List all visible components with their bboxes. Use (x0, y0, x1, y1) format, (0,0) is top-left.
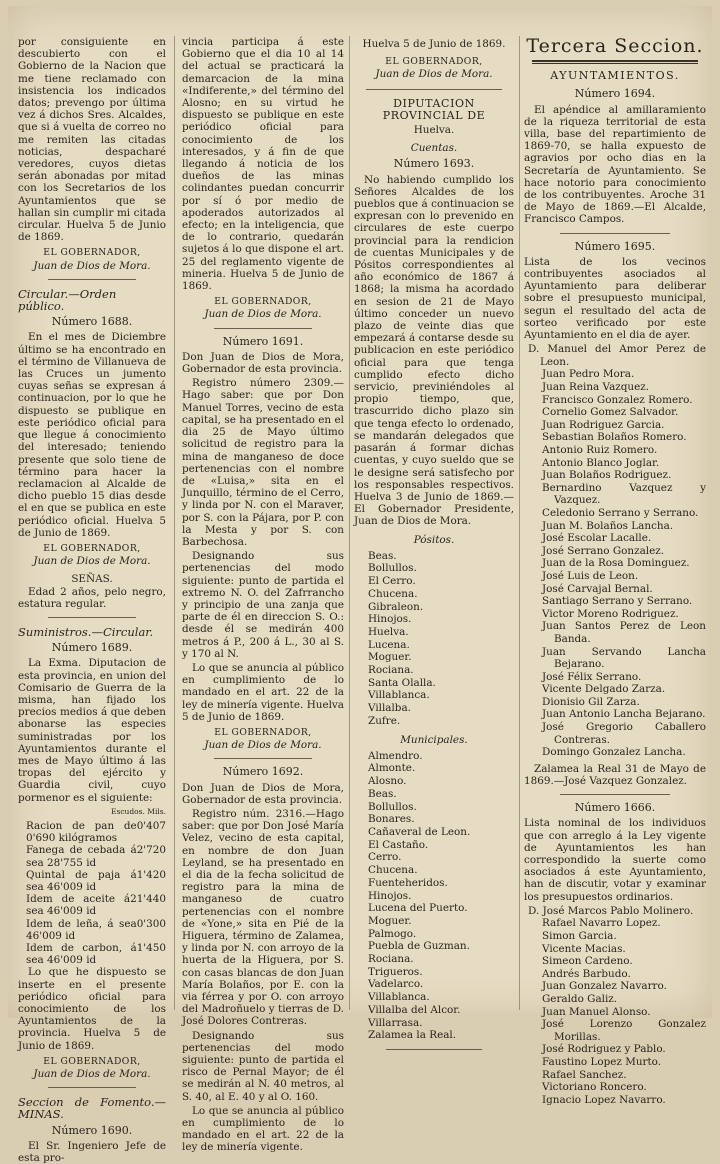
section-rule (560, 233, 669, 234)
signature-name: Juan de Dios de Mora. (33, 555, 151, 568)
list-item: Cornelio Gomez Salvador. (542, 406, 679, 419)
list-item: José Rodriguez y Pablo. (542, 1043, 666, 1056)
section-rule (48, 617, 137, 618)
paragraph: Don Juan de Dios de Mora, Gobernador de esta provincia. (182, 781, 344, 806)
list-item: El Cerro. (368, 575, 416, 588)
list-item: Hinojos. (368, 889, 412, 902)
ledger-row: Fanega de cebada á sea 28'755 id 2'720 (26, 844, 166, 869)
ledger-row: Racion de pan de 0'690 kilógramos 0'407 (26, 819, 166, 845)
ledger-row: Idem de aceite á sea 46'009 id 21'440 (26, 893, 166, 918)
column-1 (18, 36, 166, 1164)
seccion-title: Tercera Seccion. (526, 35, 704, 57)
ledger-row: Idem de leña, á sea 46'009 id 0'300 (26, 917, 166, 942)
list-item: Chucena. (368, 864, 418, 877)
list-item: José Félix Serrano. (542, 670, 642, 683)
list-item: Chucena. (368, 587, 418, 600)
paragraph: Designando sus pertenencias del modo siguiente: punto de partida el extremo N. O. del Zafrrancho y principio de una zanja que parte de él en direccion S. O.: desde él se medirán 400 metros á P., 200 á L., 30 al S. y 170 al N. (182, 550, 344, 660)
list-item: Fuenteheridos. (368, 876, 448, 889)
list-item: Antonio Ruiz Romero. (542, 444, 658, 457)
list-item: Almonte. (368, 762, 416, 775)
paragraph: Lista de los vecinos contribuyentes asociados al Ayuntamiento para deliberar sobre el presupuesto municipal, segun el resultado del acta de sorteo verificado por este Ayuntamiento en el dia de ayer. (524, 255, 706, 342)
column-2 (182, 36, 344, 1154)
list-item: Huelva. (368, 625, 409, 638)
paragraph: Lo que he dispuesto se inserte en el presente periódico oficial para conocimiento de los Ayuntamientos de la provincia. Huelva 5 de Junio de 1869. (18, 966, 166, 1052)
paragraph: Registro número 2309.—Hago saber: que por Don Manuel Torres, vecino de esta capital, se ha presentado en el dia 25 de Mayo último solicitud de registro para la mina de manganeso de doce pertenencias con el nombre de «Luisa,» sita en el Junquillo, término de el Cerro, y linda por N. con el Maraver, por S. con la Pájara, por P. con la Mesta y por S. con Barbechosa. (182, 377, 344, 548)
signature-title: EL GOBERNADOR, (385, 56, 483, 68)
list-item: Sebastian Bolaños Romero. (542, 431, 687, 444)
column-divider (349, 36, 350, 1010)
list-item: Villalba. (368, 702, 411, 715)
section-subheading: Municipales. (400, 733, 468, 746)
paragraph: Don Juan de Dios de Mora, Gobernador de esta provincia. (182, 350, 344, 376)
list-item: Juan Rodriguez Garcia. (542, 418, 665, 431)
municipales-list (354, 750, 514, 1042)
paragraph: Registro núm. 2316.—Hago saber: que por Don José María Velez, vecino de esta capital, en nombre de don Juan Leyland, se ha presentado en el dia de la fecha solicitud de registro para la mina de manganeso de cuatro pertenencias con el nombre de «Yone,» sita en Pié de la Higuera, término de Zalamea, y linda por N. con arroyo de la huerta de la Higuera, por S. con casas blancas de don Juan María Bolaños, por E. con la via férrea y por O. con arroyo del Madroñuelo y tierras de D. José Dolores Contreras. (182, 807, 344, 1028)
notice-number: Número 1694. (574, 87, 656, 101)
ledger-row: Idem de carbon, á sea 46'009 id 1'450 (26, 942, 166, 967)
section-rule (214, 758, 311, 759)
list-item: Victor Moreno Rodriguez. (542, 607, 679, 620)
paragraph: La Exma. Diputacion de esta provincia, en union del Comisario de Guerra de la misma, han fijado los precios medios á que deben abonarse las especies suministradas por los Ayuntamientos durante el mes de Mayo último á las tropas del ejército y Guardia civil, cuyo pormenor es el siguiente: (18, 657, 166, 804)
list-item: Villablanca. (368, 991, 430, 1004)
list-item: Bonares. (368, 813, 415, 826)
list-item: Juan Pedro Mora. (542, 368, 635, 381)
list-item: Juan Bolaños Rodriguez. (542, 469, 672, 482)
list-item: José Carvajal Bernal. (542, 582, 653, 595)
section-heading: Suministros.—Circular. (18, 624, 154, 639)
list-item: Villarrasa. (368, 1016, 423, 1029)
section-subheading: Cuentas. (410, 142, 458, 155)
paragraph: Lo que se anuncia al público en cumplimiento de lo mandado en el art. 22 de la ley de minería vigente. (182, 1104, 344, 1154)
list-item: José Gregorio Caballero Contreras. (542, 721, 706, 746)
list-item: Beas. (368, 549, 397, 562)
list-item: Rociana. (368, 953, 414, 966)
signature-title: EL GOBERNADOR, (43, 247, 141, 259)
list-item: Domingo Gonzalez Lancha. (542, 746, 686, 759)
section-rule (560, 794, 669, 795)
senas-title: SEÑAS. (71, 573, 113, 586)
list-item: Cerro. (368, 851, 402, 864)
paragraph: por consiguiente en descubierto con el Gobierno de la Nacion que me tiene reclamado con insistencia los indicados datos; prevengo por última vez á dichos Sres. Alcaldes, que si á vuelta de correo no me remiten las citadas noticias, despacharé veredores, cuyos dietas serán abonadas por mitad con los Secretarios de los Ayuntamientos que se hallan sin cumplir mi citada circular. Huelva 5 de Junio de 1869. (18, 36, 166, 244)
list-item: José Escolar Lacalle. (542, 532, 652, 545)
signature-name: Juan de Dios de Mora. (204, 308, 322, 321)
ledger-row: Quintal de paja á sea 46'009 id 1'420 (26, 868, 166, 893)
notice-number: Número 1695. (574, 239, 656, 253)
notice-number: Número 1666. (574, 801, 656, 815)
list-item: Juan Santos Perez de Leon Banda. (542, 620, 706, 645)
list-item: Juan Antonio Lancha Bejarano. (542, 708, 706, 721)
signature-name: Juan de Dios de Mora. (375, 68, 493, 81)
list-item: Juan M. Bolaños Lancha. (542, 519, 674, 532)
paragraph: Edad 2 años, pelo negro, estatura regular. (18, 585, 166, 610)
list-item: Juan de la Rosa Dominguez. (542, 557, 690, 570)
names-list (524, 905, 706, 1107)
list-item: Gibraleon. (368, 600, 424, 613)
list-item: Vicente Macias. (542, 942, 626, 955)
signature-name: Juan de Dios de Mora. (204, 739, 322, 752)
list-item: Lucena del Puerto. (368, 902, 468, 915)
list-item: Cañaveral de Leon. (368, 825, 471, 838)
list-item: Dionisio Gil Zarza. (542, 695, 640, 708)
list-item: Hinojos. (368, 613, 412, 626)
list-item: Moguer. (368, 651, 412, 664)
list-item: Rafael Sanchez. (542, 1068, 627, 1081)
list-item: José Lorenzo Gonzalez Morillas. (542, 1018, 706, 1043)
list-item: Rociana. (368, 664, 414, 677)
list-item: José Luis de Leon. (542, 569, 639, 582)
list-item: Victoriano Roncero. (542, 1081, 647, 1094)
paragraph: Zalamea la Real 31 de Mayo de 1869.—José Vazquez Gonzalez. (524, 762, 706, 788)
section-rule (214, 328, 311, 329)
list-item: Juan Gonzalez Navarro. (542, 980, 667, 993)
list-item: Simeon Cardeno. (542, 955, 633, 968)
dateline: Huelva 5 de Junio de 1869. (362, 38, 506, 50)
paragraph: No habiendo cumplido los Señores Alcaldes de los pueblos que á continuacion se expresan con lo prevenido en circulares de este cuerpo provincial para la rendicion de cuentas Municipales y de Pósitos correspondientes al año económico de 1867 á 1868; la misma ha acordado en sesion de 21 de Mayo último conceder un nuevo plazo de veinte dias que empezará á contarse desde su publicacion en este periódico oficial para que tenga cumplido efecto dicho servicio, previniéndoles al propio tiempo, que, trascurrido dicho plazo sin que tenga efecto lo ordenado, se mandarán delegados que pasarán á formar dichas cuentas, y cuyo sueldo que se le designe será satisfecho por los responsables respectivos. Huelva 3 de Junio de 1869.—El Gobernador Presidente, Juan de Dios de Mora. (354, 173, 514, 528)
paragraph: Designando sus pertenencias del modo siguiente: punto de partida el risco de Pernal Mayor; de él se medirán al N. 40 metros, al S. 40, al E. 40 y al O. 160. (182, 1029, 344, 1103)
list-item: D. José Marcos Pablo Molinero. (528, 904, 694, 917)
section-heading: Circular.—Orden público. (18, 286, 117, 314)
list-item: Simon Garcia. (542, 930, 617, 943)
column-3 (354, 36, 514, 1042)
positos-list (354, 550, 514, 728)
notice-number: Número 1691. (222, 334, 304, 348)
price-ledger (18, 820, 166, 966)
paragraph: En el mes de Diciembre último se ha encontrado en el término de Villanueva de las Cruces un jumento cuyas señas se expresan á continuacion, por lo que he dispuesto se publique en este periódico oficial para que llegue á conocimiento del interesado; teniendo presente que solo tiene de término para hacer la reclamacion al Alcalde de dicho pueblo 15 dias desde el en que se publica en este periódico oficial. Huelva 5 de Junio de 1869. (18, 331, 166, 539)
list-item: Francisco Gonzalez Romero. (542, 393, 693, 406)
diputacion-title: DIPUTACION PROVINCIAL DE (382, 96, 486, 122)
ledger-unit-label: Escudos. Mils. (111, 806, 166, 816)
signature-title: EL GOBERNADOR, (214, 726, 312, 738)
signature-title: EL GOBERNADOR, (43, 542, 141, 554)
paragraph: El Sr. Ingeniero Jefe de esta pro- (18, 1139, 166, 1164)
list-item: Puebla de Guzman. (368, 940, 470, 953)
notice-number: Número 1693. (393, 157, 475, 171)
names-list (524, 343, 706, 759)
list-item: José Serrano Gonzalez. (542, 544, 665, 557)
diputacion-place: Huelva. (413, 124, 455, 137)
list-item: Lucena. (368, 638, 410, 651)
list-item: Juan Reina Vazquez. (542, 381, 650, 394)
list-item: Geraldo Galiz. (542, 993, 618, 1006)
list-item: Juan Servando Lancha Bejarano. (542, 645, 706, 671)
list-item: Bernardino Vazquez y Vazquez. (542, 481, 706, 507)
notice-number: Número 1688. (51, 315, 133, 329)
section-heading: Seccion de Fomento.— MINAS. (18, 1095, 166, 1122)
list-item: Almendro. (368, 749, 423, 762)
list-item: Moguer. (368, 914, 412, 927)
list-item: Rafael Navarro Lopez. (542, 917, 661, 930)
paragraph: El apéndice al amillaramiento de la riqueza territorial de esta villa, base del repartimiento de 1869-70, se halla expuesto de agravios por ocho dias en la Secretaría de Ayuntamiento. Se hace notorio para conocimiento de los contribuyentes. Aroche 31 de Mayo de 1869.—El Alcalde, Francisco Campos. (524, 103, 706, 226)
list-item: Bollullos. (368, 800, 417, 813)
list-item: Celedonio Serrano y Serrano. (542, 506, 699, 519)
list-item: Trigueros. (368, 965, 423, 978)
ayuntamientos-title: AYUNTAMIENTOS. (550, 69, 680, 83)
section-rule (366, 89, 502, 90)
list-item: Faustino Lopez Murto. (542, 1056, 662, 1069)
paragraph: Lo que se anuncia al público en cumplimiento de lo mandado en el art. 22 de la ley de minería vigente. Huelva 5 de Junio de 1869. (182, 661, 344, 723)
list-item: Bollullos. (368, 562, 417, 575)
list-item: El Castaño. (368, 838, 429, 851)
column-4 (524, 35, 706, 1106)
list-item: Zufre. (368, 714, 401, 727)
paragraph: Lista nominal de los individuos que con arreglo á la Ley vigente de Ayuntamientos les han correspondido la suerte como asociados á este Ayuntamiento, han de discutir, votar y examinar los presupuestos ordinarios. (524, 817, 706, 903)
column-divider (519, 36, 520, 1010)
section-rule (48, 1087, 137, 1088)
list-item: Alosno. (368, 775, 407, 788)
list-item: Villalba del Alcor. (368, 1003, 461, 1016)
list-item: Santiago Serrano y Serrano. (542, 595, 693, 608)
list-item: Juan Manuel Alonso. (542, 1005, 651, 1018)
signature-name: Juan de Dios de Mora. (33, 259, 151, 272)
list-item: Andrés Barbudo. (542, 967, 631, 980)
list-item: Villablanca. (368, 689, 430, 702)
list-item: Zalamea la Real. (368, 1029, 457, 1042)
newspaper-page (8, 6, 712, 1164)
list-item: Palmogo. (368, 927, 417, 940)
list-item: D. Manuel del Amor Perez de Leon. (528, 343, 706, 368)
notice-number: Número 1690. (51, 1123, 133, 1137)
list-item: Vicente Delgado Zarza. (542, 683, 666, 696)
paragraph: vincia participa á este Gobierno que el dia 10 al 14 del actual se practicará la demarcacion de la mina «Indiferente,» del término del Alosno; en su virtud he dispuesto se publique en este periódico oficial para conocimiento de los interesados, y á fin de que llegando á noticia de los dueños de las minas colindantes puedan concurrir por sí ó por medio de apoderados autorizados al efecto; en la inteligencia, que de lo contrario, quedarán sujetos á lo que dispone el art. 25 del reglamento vigente de mineria. Huelva 5 de Junio de 1869. (182, 36, 344, 293)
list-item: Santa Olalla. (368, 676, 436, 689)
list-item: Vadelarco. (368, 978, 424, 991)
section-rule (386, 1049, 482, 1050)
list-item: Antonio Blanco Joglar. (542, 456, 660, 469)
signature-title: EL GOBERNADOR, (214, 296, 312, 308)
section-subheading: Pósitos. (413, 533, 455, 546)
section-rule (48, 279, 137, 280)
list-item: Ignacio Lopez Navarro. (542, 1093, 666, 1106)
column-divider (174, 36, 175, 1010)
notice-number: Número 1692. (222, 765, 304, 779)
notice-number: Número 1689. (51, 641, 133, 655)
signature-title: EL GOBERNADOR, (43, 1055, 141, 1067)
list-item: Beas. (368, 787, 397, 800)
signature-name: Juan de Dios de Mora. (33, 1068, 151, 1081)
double-rule (532, 60, 698, 64)
